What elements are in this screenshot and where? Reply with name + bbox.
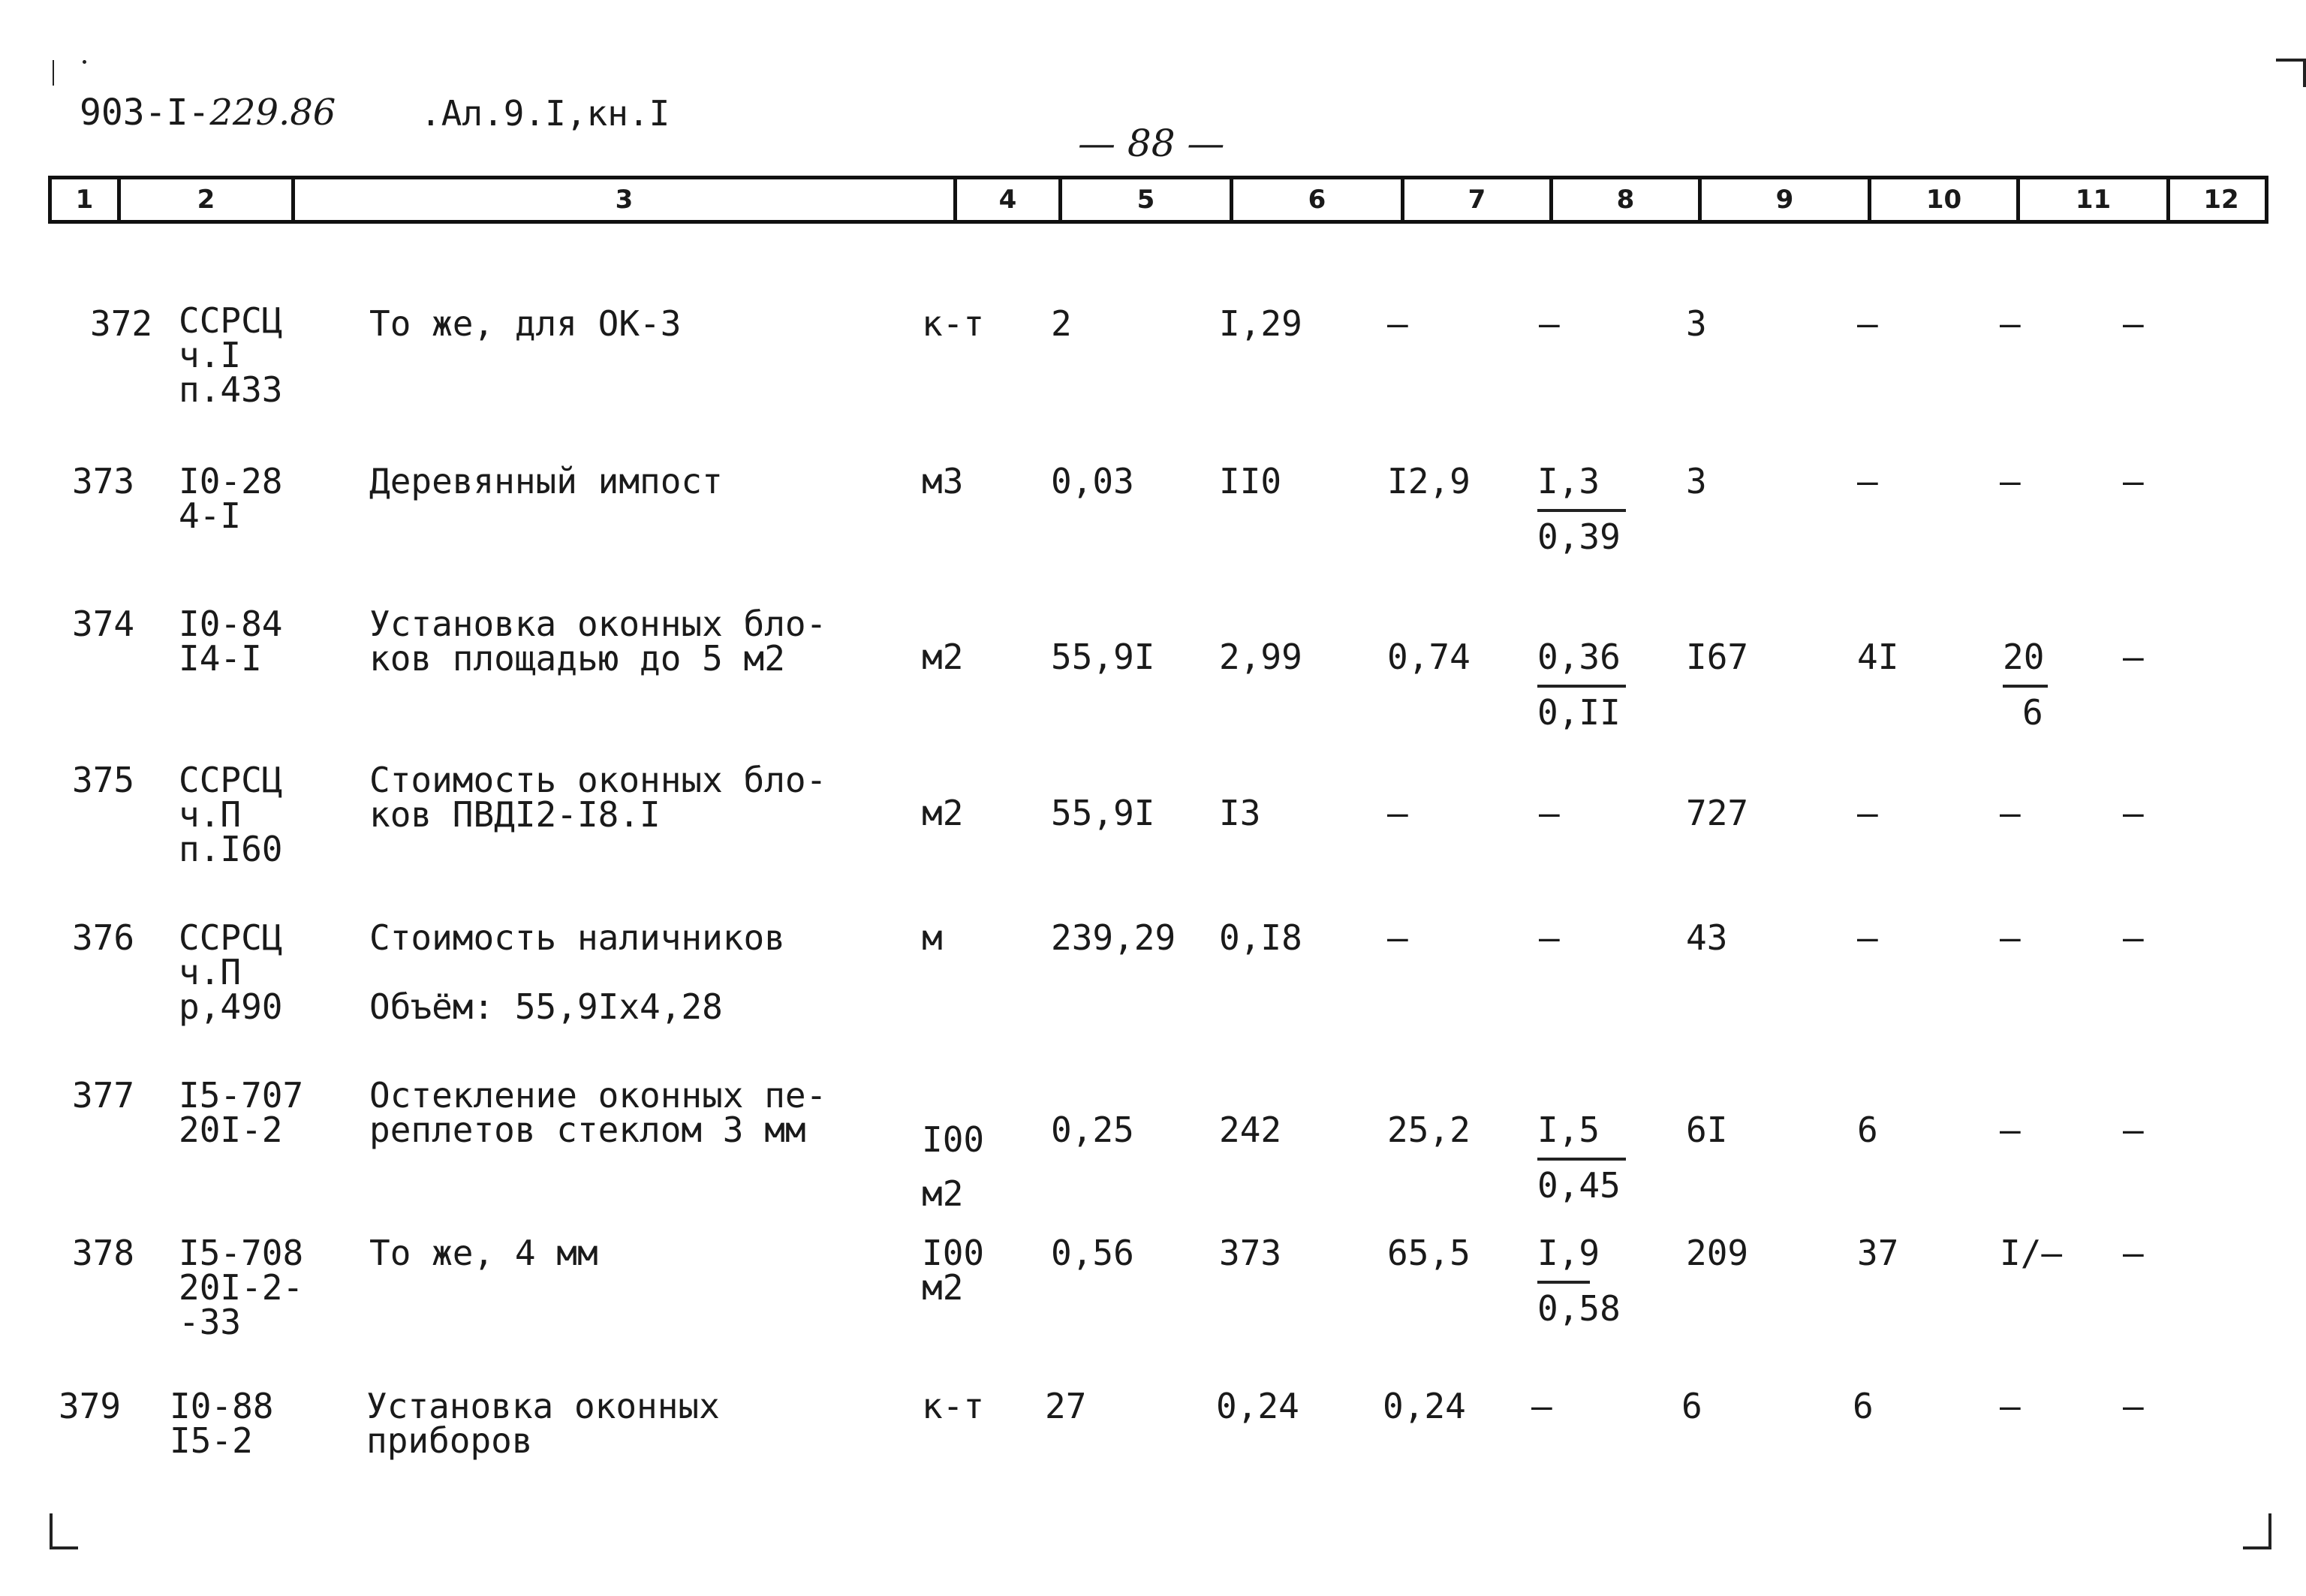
document-code-prefix: 903-I- [80, 92, 210, 134]
col10-value: – [1857, 461, 1878, 501]
quantity: 27 [1045, 1386, 1087, 1426]
col7-value: 0,24 [1383, 1386, 1466, 1426]
work-name: То же, 4 мм [369, 1233, 598, 1273]
corner-mark-top-left [53, 60, 54, 86]
fraction-bar [2003, 685, 2048, 688]
norm-code: I5-707 20I-2 [179, 1075, 304, 1150]
fraction-denominator: 0,58 [1537, 1288, 1621, 1329]
total-cost: 43 [1686, 917, 1728, 958]
col8-value: – [1539, 793, 1560, 833]
unit-cost: 2,99 [1219, 637, 1302, 677]
norm-code: ССРСЦ ч.I п.433 [179, 300, 283, 410]
work-name: Установка оконных бло- ков площадью до 5 м2 [369, 604, 827, 679]
col8-fraction [1537, 637, 1626, 733]
col11-fraction [2003, 637, 2048, 733]
col11-value: – [2000, 1110, 2021, 1150]
fraction-numerator: I,3 [1537, 461, 1600, 501]
total-cost: 6 [1681, 1386, 1702, 1426]
fraction-denominator: 0,45 [1537, 1165, 1621, 1206]
column-header: 2 [121, 179, 295, 220]
col8-value: – [1539, 303, 1560, 344]
col7-value: 25,2 [1387, 1110, 1471, 1150]
fraction-denominator: 6 [2022, 692, 2043, 733]
col12-value: – [2123, 1386, 2144, 1426]
column-header: 1 [52, 179, 121, 220]
col10-value: – [1857, 793, 1878, 833]
unit-cost: II0 [1219, 461, 1282, 501]
col11-value: – [2000, 461, 2021, 501]
album-reference: .Ал.9.I,кн.I [420, 93, 670, 134]
col8-fraction [1537, 461, 1626, 557]
fraction-numerator: I,9 [1537, 1233, 1600, 1273]
work-name: Стоимость наличников [369, 917, 785, 958]
col10-value: – [1857, 917, 1878, 958]
fraction-denominator: 0,II [1537, 692, 1621, 733]
col7-value: 0,74 [1387, 637, 1471, 677]
col12-value: – [2123, 1110, 2144, 1150]
row-number: 372 [90, 303, 153, 344]
unit: I00 м2 [922, 1119, 985, 1214]
total-cost: 3 [1686, 461, 1707, 501]
unit-cost: I3 [1219, 793, 1261, 833]
document-code-handwritten: 229.86 [209, 92, 336, 134]
column-header: 3 [295, 179, 957, 220]
quantity: 2 [1051, 303, 1072, 344]
fraction-bar [1537, 1158, 1626, 1161]
quantity: 55,9I [1051, 637, 1155, 677]
corner-mark-bottom-left [50, 1513, 78, 1549]
row-number: 374 [72, 604, 135, 644]
quantity: 0,56 [1051, 1233, 1134, 1273]
row-number: 376 [72, 917, 135, 958]
column-header: 4 [957, 179, 1062, 220]
row-number: 379 [59, 1386, 122, 1426]
unit: м3 [922, 461, 964, 501]
unit: м2 [922, 793, 964, 833]
unit-cost: 0,I8 [1219, 917, 1302, 958]
column-header: 11 [2020, 179, 2170, 220]
document-code [80, 92, 336, 134]
fraction-bar [1537, 509, 1626, 512]
page-number: — 88 — [1078, 122, 1225, 165]
work-name: Деревянный импост [369, 461, 723, 501]
column-header: 9 [1702, 179, 1871, 220]
row-number: 377 [72, 1075, 135, 1116]
unit-cost: 0,24 [1216, 1386, 1299, 1426]
col11-value: – [2000, 793, 2021, 833]
corner-dot [83, 60, 86, 64]
col12-value: – [2123, 637, 2144, 677]
column-header: 10 [1871, 179, 2020, 220]
column-header: 8 [1553, 179, 1702, 220]
col11-value: – [2000, 303, 2021, 344]
fraction-numerator: 20 [2003, 637, 2045, 677]
unit: м [922, 917, 943, 958]
col11-value: I/– [2000, 1233, 2063, 1273]
column-header: 5 [1062, 179, 1233, 220]
col12-value: – [2123, 1233, 2144, 1273]
unit: к-т [922, 303, 985, 344]
fraction-bar [1537, 1281, 1590, 1284]
quantity: 0,03 [1051, 461, 1134, 501]
col11-value: – [2000, 917, 2021, 958]
col11-value: – [2000, 1386, 2021, 1426]
unit: I00 м2 [922, 1233, 985, 1308]
norm-code: ССРСЦ ч.П р,490 [179, 917, 283, 1027]
fraction-numerator: I,5 [1537, 1110, 1600, 1150]
col8-fraction [1537, 1110, 1626, 1206]
volume-formula: Объём: 55,9Iх4,28 [369, 986, 723, 1027]
fraction-numerator: 0,36 [1537, 637, 1621, 677]
col12-value: – [2123, 917, 2144, 958]
column-header: 12 [2203, 185, 2239, 215]
unit-cost: 242 [1219, 1110, 1282, 1150]
work-name: Стоимость оконных бло- ков ПВДI2-I8.I [369, 760, 827, 835]
column-header: 7 [1404, 179, 1553, 220]
corner-mark-top-right [2276, 59, 2306, 87]
col7-value: 65,5 [1387, 1233, 1471, 1273]
norm-code: I5-708 20I-2- -33 [179, 1233, 304, 1342]
col10-value: 6 [1857, 1110, 1878, 1150]
norm-code: ССРСЦ ч.П п.I60 [179, 760, 283, 869]
work-name: Установка оконных приборов [366, 1386, 720, 1461]
col12-value: – [2123, 303, 2144, 344]
work-name: То же, для ОК-3 [369, 303, 682, 344]
unit: к-т [922, 1386, 985, 1426]
norm-code: I0-28 4-I [179, 461, 283, 536]
col7-value: I2,9 [1387, 461, 1471, 501]
column-header: 6 [1233, 179, 1404, 220]
row-number: 378 [72, 1233, 135, 1273]
quantity: 55,9I [1051, 793, 1155, 833]
quantity: 0,25 [1051, 1110, 1134, 1150]
quantity: 239,29 [1051, 917, 1176, 958]
fraction-bar [1537, 685, 1626, 688]
col8-value: – [1531, 1386, 1552, 1426]
col8-fraction [1537, 1233, 1621, 1329]
column-header-row [48, 176, 2268, 224]
unit-cost: I,29 [1219, 303, 1302, 344]
fraction-denominator: 0,39 [1537, 516, 1621, 557]
total-cost: I67 [1686, 637, 1749, 677]
col12-value: – [2123, 461, 2144, 501]
work-name: Остекление оконных пе- реплетов стеклом 3 мм [369, 1075, 827, 1150]
norm-code: I0-88 I5-2 [170, 1386, 274, 1461]
total-cost: 3 [1686, 303, 1707, 344]
col10-value: 4I [1857, 637, 1899, 677]
row-number: 375 [72, 760, 135, 800]
unit: м2 [922, 637, 964, 677]
col7-value: – [1387, 303, 1408, 344]
col10-value: 6 [1853, 1386, 1874, 1426]
col8-value: – [1539, 917, 1560, 958]
col12-value: – [2123, 793, 2144, 833]
col7-value: – [1387, 793, 1408, 833]
total-cost: 6I [1686, 1110, 1728, 1150]
col7-value: – [1387, 917, 1408, 958]
total-cost: 209 [1686, 1233, 1749, 1273]
col10-value: – [1857, 303, 1878, 344]
total-cost: 727 [1686, 793, 1749, 833]
norm-code: I0-84 I4-I [179, 604, 283, 679]
row-number: 373 [72, 461, 135, 501]
unit-cost: 373 [1219, 1233, 1282, 1273]
col10-value: 37 [1857, 1233, 1899, 1273]
corner-mark-bottom-right [2243, 1513, 2271, 1549]
